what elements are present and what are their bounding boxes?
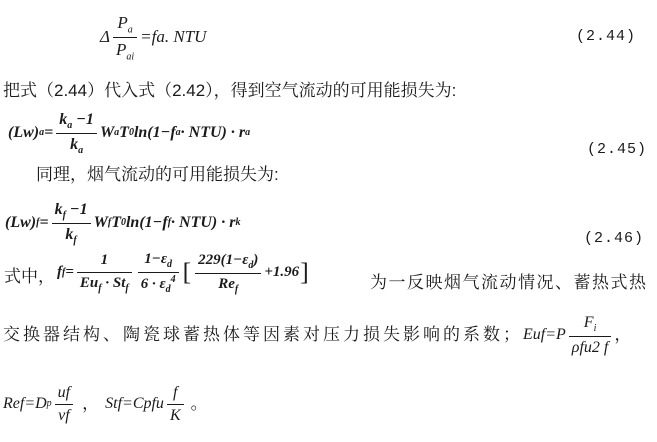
formula-stf: Stf=Cpfu $\frac{f}{K}$ <box>105 383 186 426</box>
comma-after-euf: ， <box>614 324 632 344</box>
paragraph-substitution: 把式（2.44）代入式（2.42），得到空气流动的可用能损失为: <box>3 81 457 100</box>
equation-number-2-46: (2.46) <box>584 230 645 247</box>
equation-number-2-45: (2.45) <box>587 141 648 158</box>
formula-2-45: (Lw) a = $\frac{k_a -1}{k_a}$ W a T 0 ln(1−f a · NTU) · r a <box>8 111 251 157</box>
formula-2-46: (Lw) f = $\frac{k_f -1}{k_f}$ W f T 0 ln(1−f f · NTU) · r k <box>5 201 241 247</box>
formula-ref: Ref=D p $\frac{uf}{vf}$ <box>3 383 76 426</box>
where-label: 式中， <box>4 267 55 286</box>
comma-after-ref: ， <box>82 393 100 413</box>
paragraph-similarly: 同理，烟气流动的可用能损失为: <box>36 165 279 184</box>
period-after-stf: 。 <box>190 393 208 413</box>
text-exchanger-structure: 交换器结构、陶瓷球蓄热体等因素对压力损失影响的系数； <box>3 324 523 344</box>
formula-ff: f f = $\frac{1}{Eu_f \cdot St_f}$ $\frac{1-\varepsilon_d}{6 \cdot \varepsilon_d^4}$ [ $\frac{229(1-\varepsilon_d)}{Re_f}$ +1.96 ] <box>57 251 309 295</box>
text-reflects-flue-gas: 为一反映烟气流动情况、蓄热式热 <box>370 273 648 292</box>
formula-euf: Euf=P $\frac{F_i}{\text{ρfu2 f}}$ <box>523 313 614 358</box>
ref-stf-row <box>3 372 208 436</box>
formula-2-44: Δ $\frac{P_a}{P_{ai}}$ =fa. NTU <box>100 13 207 63</box>
factor-line-row <box>3 303 631 367</box>
equation-number-2-44: (2.44) <box>576 28 637 45</box>
